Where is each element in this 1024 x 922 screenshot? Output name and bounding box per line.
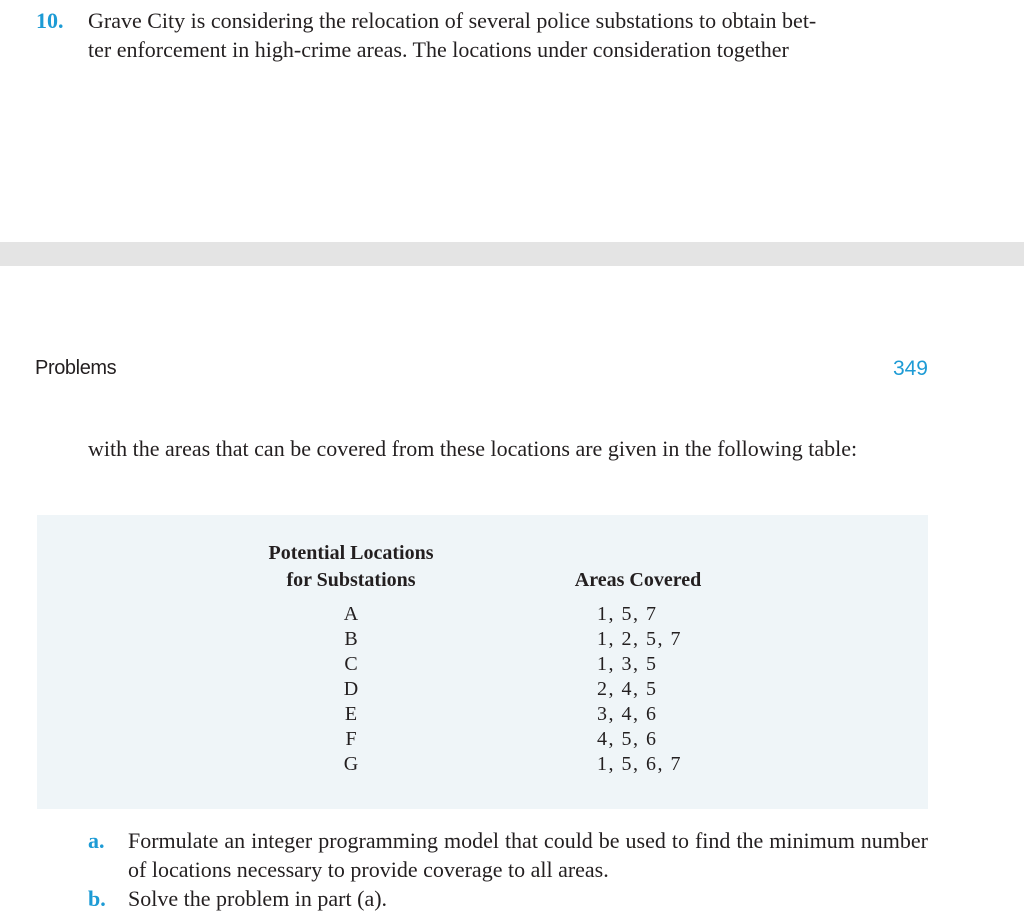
areas-cell: 3, 4, 6 — [597, 703, 658, 725]
locations-header-line-2: for Substations — [286, 569, 416, 591]
problem-text-top: Grave City is considering the relocation of several police substations to obtain bet- ter enforcement in high-crime areas. The locations under consideration together — [88, 8, 817, 62]
part-a — [88, 826, 928, 884]
problem-intro — [36, 6, 928, 64]
location-cell: B — [344, 628, 358, 650]
location-cell: G — [343, 753, 359, 775]
areas-column-header: Areas Covered — [574, 569, 702, 591]
problem-number: 10. — [36, 8, 64, 33]
location-cell: E — [344, 703, 358, 725]
areas-cell: 4, 5, 6 — [597, 728, 658, 750]
areas-cell: 1, 3, 5 — [597, 653, 658, 675]
areas-cell: 1, 5, 7 — [597, 603, 658, 625]
problem-parts — [88, 826, 928, 913]
page-number: 349 — [892, 357, 928, 380]
location-cell: C — [344, 653, 358, 675]
location-cell: D — [343, 678, 359, 700]
location-cell: A — [343, 603, 359, 625]
part-text: Solve the problem in part (a). — [128, 886, 388, 911]
areas-cell: 1, 2, 5, 7 — [597, 628, 682, 650]
locations-column — [231, 602, 471, 777]
locations-column-header — [231, 540, 471, 594]
running-head: Problems — [35, 357, 117, 379]
areas-cell: 1, 5, 6, 7 — [597, 753, 682, 775]
part-label: a. — [88, 828, 105, 853]
part-text: Formulate an integer programming model that could be used to find the minimum number of locations necessary to provide coverage to all areas. — [128, 828, 928, 882]
coverage-table — [37, 515, 928, 809]
part-b — [88, 884, 928, 913]
locations-header-line-1: Potential Locations — [268, 542, 434, 564]
areas-cell: 2, 4, 5 — [597, 678, 658, 700]
areas-column — [597, 602, 682, 777]
part-label: b. — [88, 886, 106, 911]
location-cell: F — [345, 728, 357, 750]
page-divider — [0, 242, 1024, 266]
problem-text-continued: with the areas that can be covered from these locations are given in the following table: — [88, 436, 858, 461]
